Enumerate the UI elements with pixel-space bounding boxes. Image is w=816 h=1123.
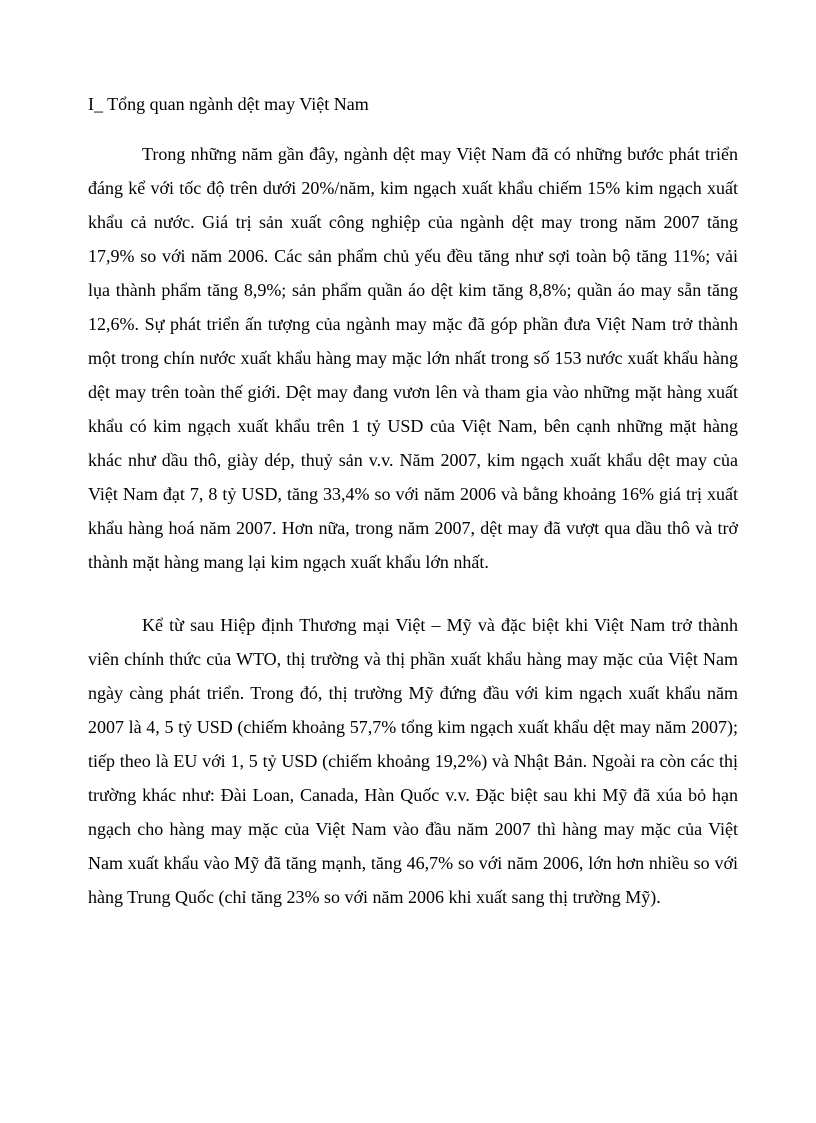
paragraph-industry-overview: Trong những năm gần đây, ngành dệt may Việt Nam đã có những bước phát triển đáng kể với tốc độ trên dưới 20%/năm, kim ngạch xuất khẩu chiếm 15% kim ngạch xuất khẩu cả nước. Giá trị sản xuất công nghiệp của ngành dệt may trong năm 2007 tăng 17,9% so với năm 2006. Các sản phẩm chủ yếu đều tăng như sợi toàn bộ tăng 11%; vải lụa thành phẩm tăng 8,9%; sản phẩm quần áo dệt kim tăng 8,8%; quần áo may sẵn tăng 12,6%. Sự phát triển ấn tượng của ngành may mặc đã góp phần đưa Việt Nam trở thành một trong chín nước xuất khẩu hàng may mặc lớn nhất trong số 153 nước xuất khẩu hàng dệt may trên toàn thế giới. Dệt may đang vươn lên và tham gia vào những mặt hàng xuất khẩu có kim ngạch xuất khẩu trên 1 tỷ USD của Việt Nam, bên cạnh những mặt hàng khác như dầu thô, giày dép, thuỷ sản v.v. Năm 2007, kim ngạch xuất khẩu dệt may của Việt Nam đạt 7, 8 tỷ USD, tăng 33,4% so với năm 2006 và bằng khoảng 16% giá trị xuất khẩu hàng hoá năm 2007. Hơn nữa, trong năm 2007, dệt may đã vượt qua dầu thô và trở thành mặt hàng mang lại kim ngạch xuất khẩu lớn nhất.: [88, 144, 738, 572]
paragraph-export-markets: Kể từ sau Hiệp định Thương mại Việt – Mỹ và đặc biệt khi Việt Nam trở thành viên chính thức của WTO, thị trường và thị phần xuất khẩu hàng may mặc của Việt Nam ngày càng phát triển. Trong đó, thị trường Mỹ đứng đầu với kim ngạch xuất khẩu năm 2007 là 4, 5 tỷ USD (chiếm khoảng 57,7% tổng kim ngạch xuất khẩu dệt may năm 2007); tiếp theo là EU với 1, 5 tỷ USD (chiếm khoảng 19,2%) và Nhật Bản. Ngoài ra còn các thị trường khác như: Đài Loan, Canada, Hàn Quốc v.v. Đặc biệt sau khi Mỹ đã xúa bỏ hạn ngạch cho hàng may mặc của Việt Nam vào đầu năm 2007 thì hàng may mặc của Việt Nam xuất khẩu vào Mỹ đã tăng mạnh, tăng 46,7% so với năm 2006, lớn hơn nhiều so với hàng Trung Quốc (chỉ tăng 23% so với năm 2006 khi xuất sang thị trường Mỹ).: [88, 615, 738, 907]
section-heading: I_ Tổng quan ngành dệt may Việt Nam: [88, 94, 369, 114]
